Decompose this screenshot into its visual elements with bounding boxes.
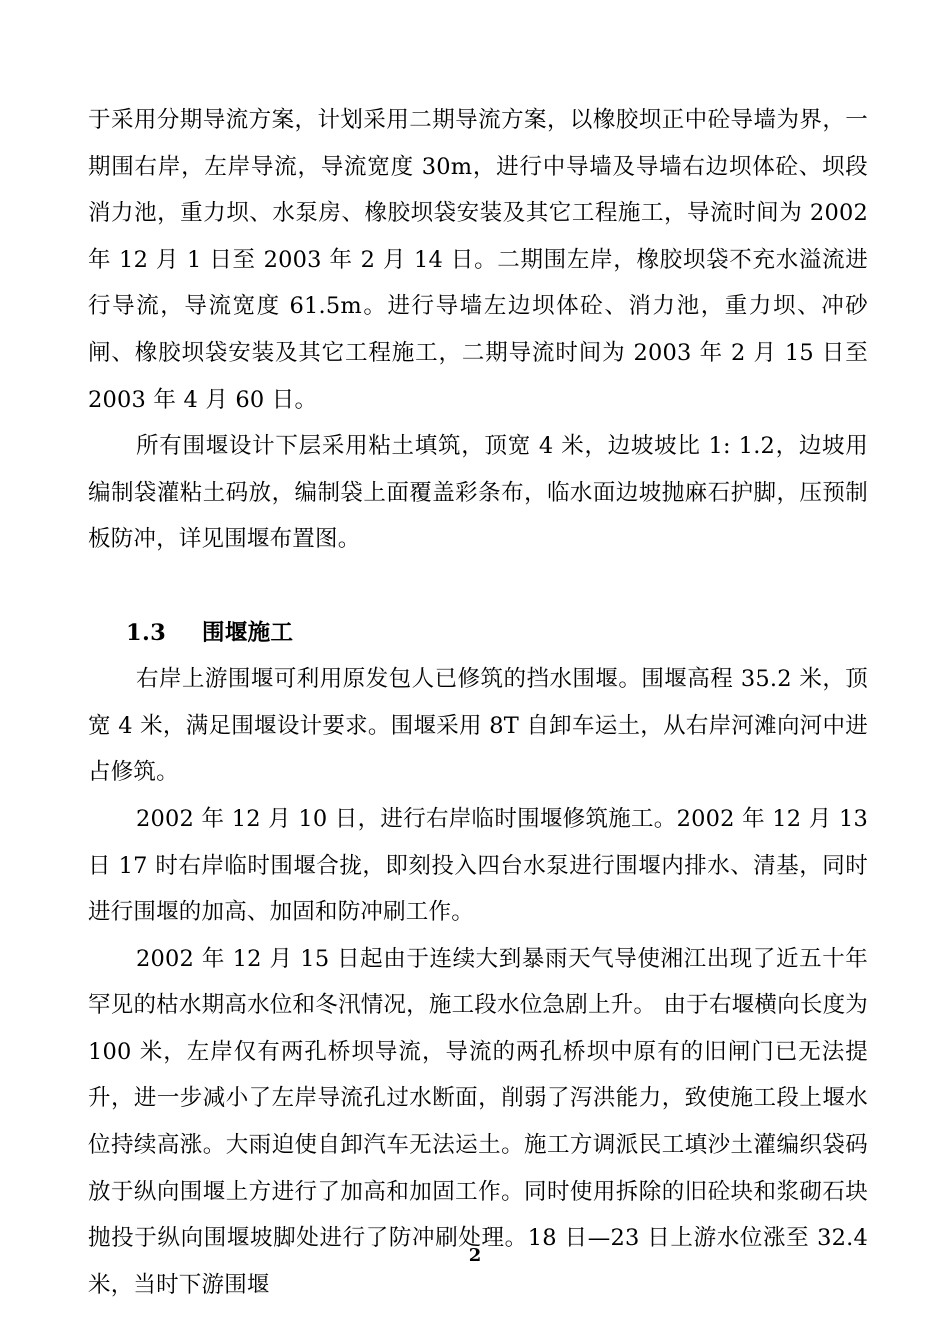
paragraph-5: 2002 年 12 月 15 日起由于连续大到暴雨天气导使湘江出现了近五十年罕见的枯水期高水位和冬汛情况，施工段水位急剧上升。 由于右堰横向长度为 100 米，左岸仅有两孔桥坝导流，导流的两孔桥坝中原有的旧闸门已无法提升，进一步减小了左岸导流孔过水断面，削弱了泻洪能力，致使施工段上堰水位持续高涨。大雨迫使自卸汽车无法运土。施工方调派民工填沙土灌编织袋码放于纵向围堰上方进行了加高和加固工作。同时使用拆除的旧砼块和浆砌石块抛投于纵向围堰坡脚处进行了防冲刷处理。18 日—23 日上游水位涨至 32.4 米，当时下游围堰 — [88, 945, 868, 1298]
paragraph-1: 于采用分期导流方案，计划采用二期导流方案，以橡胶坝正中砼导墙为界，一期围右岸，左岸导流，导流宽度 30m，进行中导墙及导墙右边坝体砼、坝段消力池，重力坝、水泵房、橡胶坝袋安装及其它工程施工，导流时间为 2002 年 12 月 1 日至 2003 年 2 月 14 日。二期围左岸，橡胶坝袋不充水溢流进行导流，导流宽度 61.5m。进行导墙左边坝体砼、消力池，重力坝、冲砂闸、橡胶坝袋安装及其它工程施工，二期导流时间为 2003 年 2 月 15 日至 2003 年 4 月 60 日。 — [88, 107, 868, 413]
paragraph-2: 所有围堰设计下层采用粘土填筑，顶宽 4 米，边坡坡比 1: 1.2，边坡用编制袋灌粘土码放，编制袋上面覆盖彩条布，临水面边坡抛麻石护脚，压预制板防冲，详见围堰布置图。 — [88, 433, 868, 553]
section-heading-1-3 — [88, 610, 868, 657]
document-body — [88, 97, 868, 1308]
section-number: 1.3 — [126, 619, 167, 646]
section-title: 围堰施工 — [202, 619, 294, 646]
page-number: 2 — [468, 1245, 482, 1266]
heading-spacer — [88, 563, 868, 610]
paragraph-4: 2002 年 12 月 10 日，进行右岸临时围堰修筑施工。2002 年 12 月 13 日 17 时右岸临时围堰合拢，即刻投入四台水泵进行围堰内排水、清基，同时进行围堰的加高、加固和防冲刷工作。 — [88, 805, 868, 926]
paragraph-3: 右岸上游围堰可利用原发包人已修筑的挡水围堰。围堰高程 35.2 米，顶宽 4 米，满足围堰设计要求。围堰采用 8T 自卸车运土，从右岸河滩向河中进占修筑。 — [88, 666, 868, 786]
